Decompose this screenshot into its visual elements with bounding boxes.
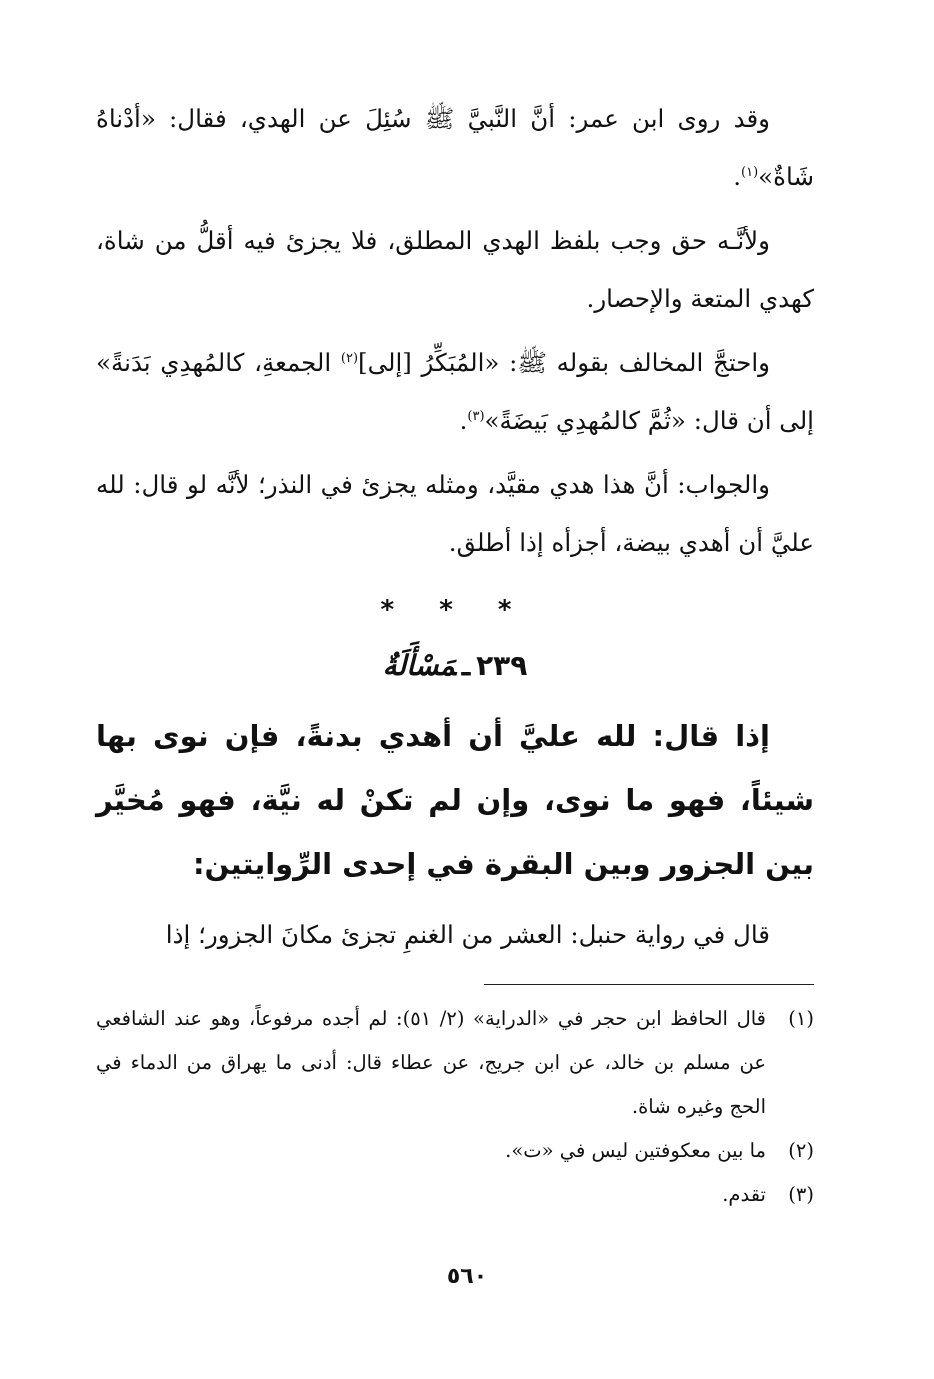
section-title: مَسْأَلَةٌ: [382, 649, 456, 682]
section-number: ٢٣٩: [476, 649, 528, 682]
footnote-ref[interactable]: (١): [741, 164, 759, 180]
paragraph-continuation: قال في رواية حنبل: العشر من الغنمِ تجزئ مكانَ الجزور؛ إذا: [165, 920, 770, 949]
footnote-number: (١): [788, 1007, 814, 1030]
footnote-item: [96, 997, 814, 1129]
page-number: ٥٦٠: [446, 1264, 488, 1289]
footnote-item: [96, 1129, 814, 1173]
footnote-number: (٢): [788, 1139, 814, 1162]
paragraph-end: .: [733, 162, 742, 191]
footnote-ref[interactable]: (٢): [340, 350, 359, 366]
footnote-text: ما بين معكوفتين ليس في «ت».: [505, 1139, 766, 1162]
paragraph-reasoning: [96, 212, 814, 328]
footnote-item: [96, 1173, 814, 1217]
paragraph-answer: [96, 456, 814, 572]
paragraph-opponent-argument: [96, 334, 814, 450]
section-divider: * * *: [380, 595, 530, 625]
paragraph-text: واحتجَّ المخالف بقوله ﷺ: «المُبَكِّرُ [إلى]: [358, 348, 771, 377]
footnote-ref[interactable]: (٣): [467, 408, 485, 424]
page-body: [96, 90, 814, 1217]
footnote-text: تقدم.: [722, 1183, 766, 1206]
paragraph-text: ولأنَّـه حق وجب بلفظ الهدي المطلق، فلا يجزئ فيه أقلُّ من شاة، كهدي المتعة والإحصار.: [96, 226, 814, 313]
rule-statement: إذا قال: لله عليَّ أن أهدي بدنةً، فإن نوى بها شيئاً، فهو ما نوى، وإن لم تكنْ له نيَّة، فهو مُخيَّر بين الجزور وبين البقرة في إحدى الرِّوايتين:: [96, 719, 814, 881]
section-heading: [96, 638, 814, 694]
footnotes: [96, 997, 814, 1217]
footnote-number: (٣): [788, 1183, 814, 1206]
footnote-separator: [484, 984, 814, 985]
section-dash: ـ: [461, 649, 471, 682]
paragraph-text: الجمعةِ، كالمُهدِي بَدَنةً» إلى أن قال: «ثُمَّ كالمُهدِي بَيضَةً»: [96, 348, 814, 435]
paragraph-text: وقد روى ابن عمر: أنَّ النَّبيَّ ﷺ سُئِلَ عن الهدي، فقال: «أدْناهُ شَاةٌ»: [96, 104, 814, 191]
paragraph-end: .: [459, 406, 468, 435]
paragraph-hadith-ibn-umar: [96, 90, 814, 206]
footnote-text: قال الحافظ ابن حجر في «الدراية» (٢/ ٥١): لم أجده مرفوعاً، وهو عند الشافعي عن مسلم بن خالد، عن ابن جريج، عن عطاء قال: أدنى ما يهراق من الدماء في الحج وغيره شاة.: [96, 1007, 766, 1118]
paragraph-text: والجواب: أنَّ هذا هدي مقيَّد، ومثله يجزئ في النذر؛ لأنَّه لو قال: لله عليَّ أن أهدي بيضة، أجزأه إذا أطلق.: [96, 470, 814, 557]
